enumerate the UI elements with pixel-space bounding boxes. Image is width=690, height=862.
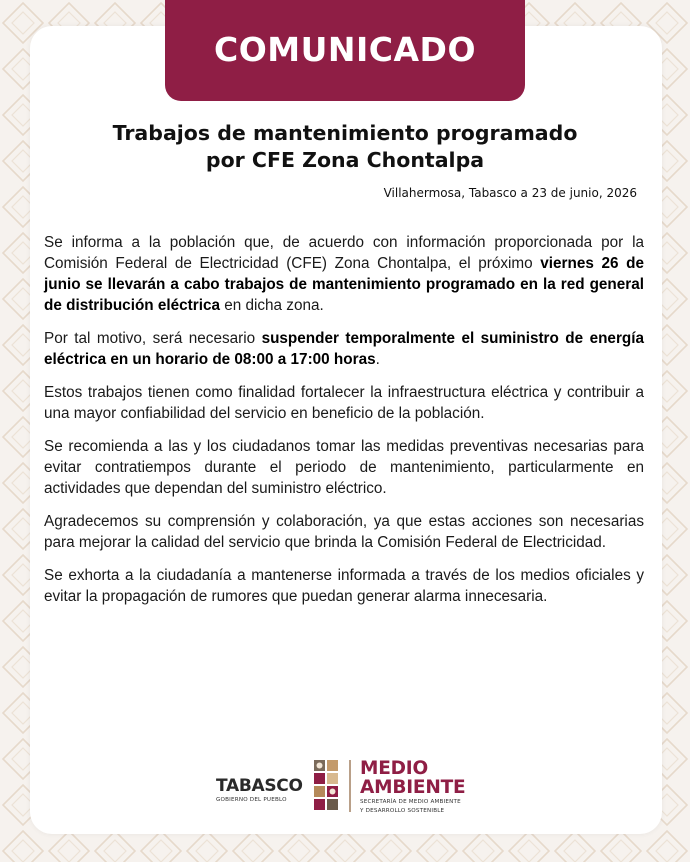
medio-ambiente-line-1: MEDIO	[360, 758, 429, 779]
footer-logos	[216, 756, 486, 816]
paragraph-2-text-c: .	[375, 351, 380, 368]
medio-ambiente-subtitle-2: Y DESARROLLO SOSTENIBLE	[360, 808, 445, 814]
paragraph-2-text-a: Por tal motivo, será necesario	[44, 330, 262, 347]
banner-label: COMUNICADO	[213, 30, 476, 69]
paragraph-4: Se recomienda a las y los ciudadanos tomar las medidas preventivas necesarias para evitar contratiempos durante el periodo de mantenimiento, particularmente en actividades que dependan del suministro eléctrico.	[44, 438, 644, 497]
medio-ambiente-logo	[360, 759, 466, 815]
logo-divider	[349, 760, 351, 812]
medio-ambiente-subtitle-1: SECRETARÍA DE MEDIO AMBIENTE	[360, 799, 461, 805]
paragraph-1-bold: viernes 26 de junio se llevarán a cabo trabajos de mantenimiento programado en la red general de distribución eléctrica	[44, 255, 644, 314]
medio-ambiente-line-2: AMBIENTE	[360, 777, 466, 798]
page-title	[60, 120, 630, 174]
paragraph-6: Se exhorta a la ciudadanía a mantenerse informada a través de los medios oficiales y evitar la propagación de rumores que puedan generar alarma innecesaria.	[44, 567, 644, 605]
tabasco-emblem-icon	[312, 758, 342, 812]
paragraph-2-bold: suspender temporalmente el suministro de energía eléctrica en un horario de 08:00 a 17:00 horas	[44, 330, 644, 368]
paragraph-3: Estos trabajos tienen como finalidad fortalecer la infraestructura eléctrica y contribuir a una mayor confiabilidad del servicio en beneficio de la población.	[44, 384, 644, 422]
tabasco-logo	[216, 776, 303, 803]
comunicado-banner	[165, 0, 525, 101]
paragraph-1	[44, 232, 644, 316]
dateline: Villahermosa, Tabasco a 23 de junio, 2026	[383, 186, 637, 200]
tabasco-logo-name: TABASCO	[216, 776, 303, 796]
title-line-1: Trabajos de mantenimiento programado	[112, 121, 578, 145]
paragraph-5: Agradecemos su comprensión y colaboración, ya que estas acciones son necesarias para mejorar la calidad del servicio que brinda la Comisión Federal de Electricidad.	[44, 513, 644, 551]
notice-body	[44, 232, 644, 619]
paragraph-1-text-c: en dicha zona.	[219, 297, 324, 314]
paragraph-1-text-a: Se informa a la población que, de acuerdo con información proporcionada por la Comisión Federal de Electricidad (CFE) Zona Chontalpa, el próximo	[44, 234, 644, 272]
paragraph-2	[44, 328, 644, 370]
tabasco-logo-subtitle: GOBIERNO DEL PUEBLO	[216, 797, 287, 803]
title-line-2: por CFE Zona Chontalpa	[205, 148, 485, 172]
